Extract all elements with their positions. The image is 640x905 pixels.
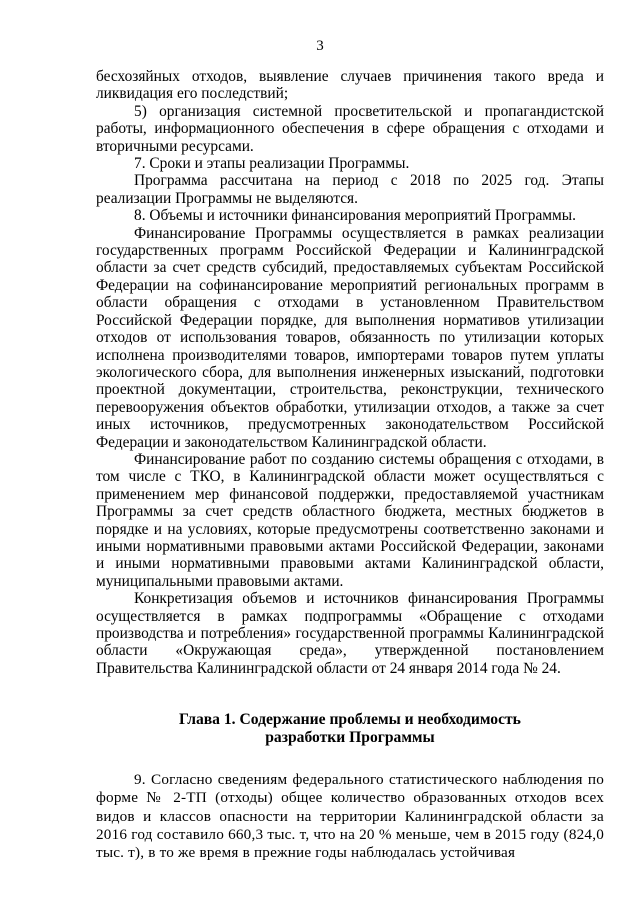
section-7-heading: 7. Сроки и этапы реализации Программы. <box>134 155 410 173</box>
chapter-heading <box>96 711 604 747</box>
paragraph-continuation: бесхозяйных отходов, выявление случаев причинения такого вреда и ликвидация его последствий; <box>96 68 604 103</box>
chapter-heading-line-1: Глава 1. Содержание проблемы и необходимость <box>179 711 521 729</box>
paragraph-financing-specification: Конкретизация объемов и источников финансирования Программы осуществляется в рамках подпрограммы «Обращение с отходами производства и потребления» государственной программы Калининградской области «Окружающая среда», утвержденной постановлением Правительства Калининградской области от 24 января 2014 года № 24. <box>96 590 604 677</box>
paragraph-financing: Финансирование Программы осуществляется в рамках реализации государственных программ Российской Федерации и Калининградской области за счет средств субсидий, предоставляемых субъектам Российской Федерации на софинансирование мероприятий региональных программ в области обращения с отходами в установленном Правительством Российской Федерации порядке, для выполнения нормативов утилизации отходов от использования товаров, обязанность по утилизации которых исполнена производителями товаров, импортерами товаров путем уплаты экологического сбора, для выполнения инженерных изысканий, подготовки проектной документации, строительства, реконструкции, технического перевооружения объектов обработки, утилизации отходов, а также за счет иных источников, предусмотренных законодательством Российской Федерации и законодательством Калининградской области. <box>96 224 604 451</box>
section-8-heading: 8. Объемы и источники финансирования мероприятий Программы. <box>134 207 576 225</box>
section-9-paragraph: 9. Согласно сведениям федерального статистического наблюдения по форме № 2-ТП (отходы) общее количество образованных отходов всех видов и классов опасности на территории Калининградской области за 2016 год составило 660,3 тыс. т, что на 20 % меньше, чем в 2015 году (824,0 тыс. т), в то же время в прежние годы наблюдалась устойчивая <box>96 771 604 862</box>
document-body <box>96 68 604 862</box>
paragraph-item-5: 5) организация системной просветительской и пропагандистской работы, информационного обеспечения в сфере обращения с отходами и вторичными ресурсами. <box>96 102 604 155</box>
paragraph-program-period: Программа рассчитана на период с 2018 по 2025 год. Этапы реализации Программы не выделяются. <box>96 172 604 207</box>
page-number: 3 <box>316 38 324 54</box>
paragraph-waste-system-financing: Финансирование работ по созданию системы обращения с отходами, в том числе с ТКО, в Калининградской области может осуществляться с применением мер финансовой поддержки, предоставляемой участникам Программы за счет средств областного бюджета, местных бюджетов в порядке и на условиях, которые предусмотрены соответственно законами и иными нормативными правовыми актами Российской Федерации, законами и иными нормативными правовыми актами Калининградской области, муниципальными правовыми актами. <box>96 450 604 590</box>
chapter-heading-line-2: разработки Программы <box>265 729 435 747</box>
